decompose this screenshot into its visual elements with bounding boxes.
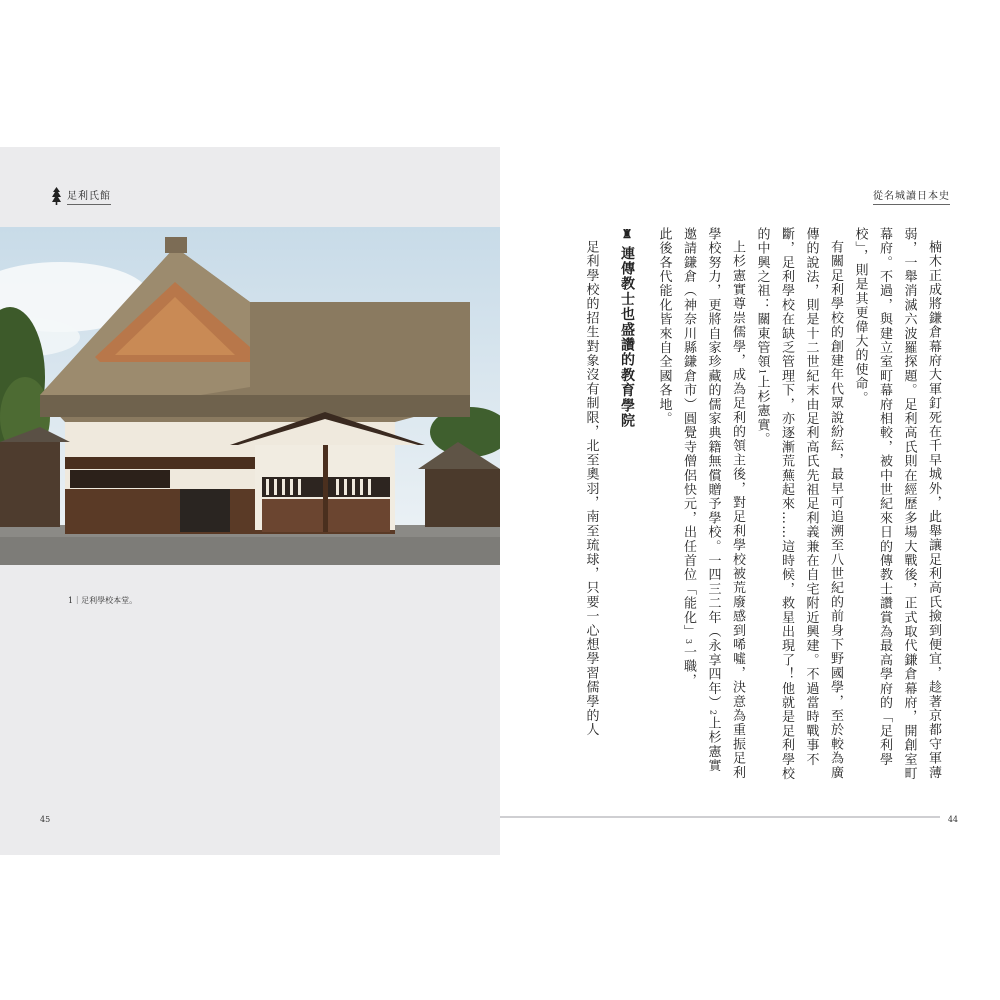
book-spread [0,147,1000,855]
paragraph [749,227,847,787]
paragraph [676,227,750,787]
left-page [0,147,500,855]
castle-icon: ♜ [620,227,634,243]
page-number-left: 45 [40,815,51,824]
running-head-left [52,187,111,205]
paragraph-text: 上杉憲實尊崇儒學，成為足利的領主後，對足利學校被荒廢感到唏噓，決意為重振足利學校努力，更將自家珍藏的儒家典籍無償贈予學校。一四三二年（永享四年） [705,227,745,780]
paragraph: 足利學校的招生對象沒有制限，北至奧羽，南至琉球，只要一心想學習儒學的人 [583,240,599,737]
running-head-title: 足利氏館 [67,187,111,205]
photo-ashikaga-school-hall [0,227,500,565]
paragraph-text: 上杉憲實邀請鎌倉（神奈川縣鎌倉市）圓覺寺僧侶快元，出任首位「能化」 [681,227,721,773]
vertical-body-text [578,227,945,787]
paragraph-text: 有關足利學校的創建年代眾說紛紜，最早可追溯至八世紀的前身下野國學，至於較為廣傳的說法，則是十二世紀末由足利高氏先祖足利義兼在自宅附近興建。不過當時戰事不斷，足利學校在缺乏管理下，亦逐漸荒蕪起來……這時候，救星出現了！他就是足利學校的中興之祖：關東管領 [754,227,843,781]
photo-caption: 1｜足利學校本堂。 [68,596,138,605]
right-page [500,147,1000,855]
footnote-mark: 3 [684,638,693,646]
section-heading [615,227,640,787]
tree-icon [52,187,61,205]
paragraph-text: 一職， [681,645,696,688]
paragraph: 此後各代能化皆來自全國各地。 [656,227,672,426]
paragraph: 楠木正成將鎌倉幕府大軍釘死在千早城外，此舉讓足利高氏撿到便宜，趁著京都守軍薄弱，一舉消滅六波羅探題。足利高氏則在經歷多場大戰後，正式取代鎌倉幕府，開創室町幕府。不過，與建立室町幕府相較，被中世紀來日的傳教士讚賞為最高學府的「足利學校」，則是其更偉大的使命。 [852,227,941,781]
footer-rule [500,816,940,818]
footnote-mark: 1 [757,369,767,376]
section-heading-text: 連傳教士也盛讚的教育學院 [619,246,635,429]
footnote-mark: 2 [708,709,718,717]
page-number-right: 44 [947,815,958,824]
paragraph-text: 上杉憲實。 [754,375,770,447]
running-head-right: 從名城讀日本史 [873,187,950,205]
